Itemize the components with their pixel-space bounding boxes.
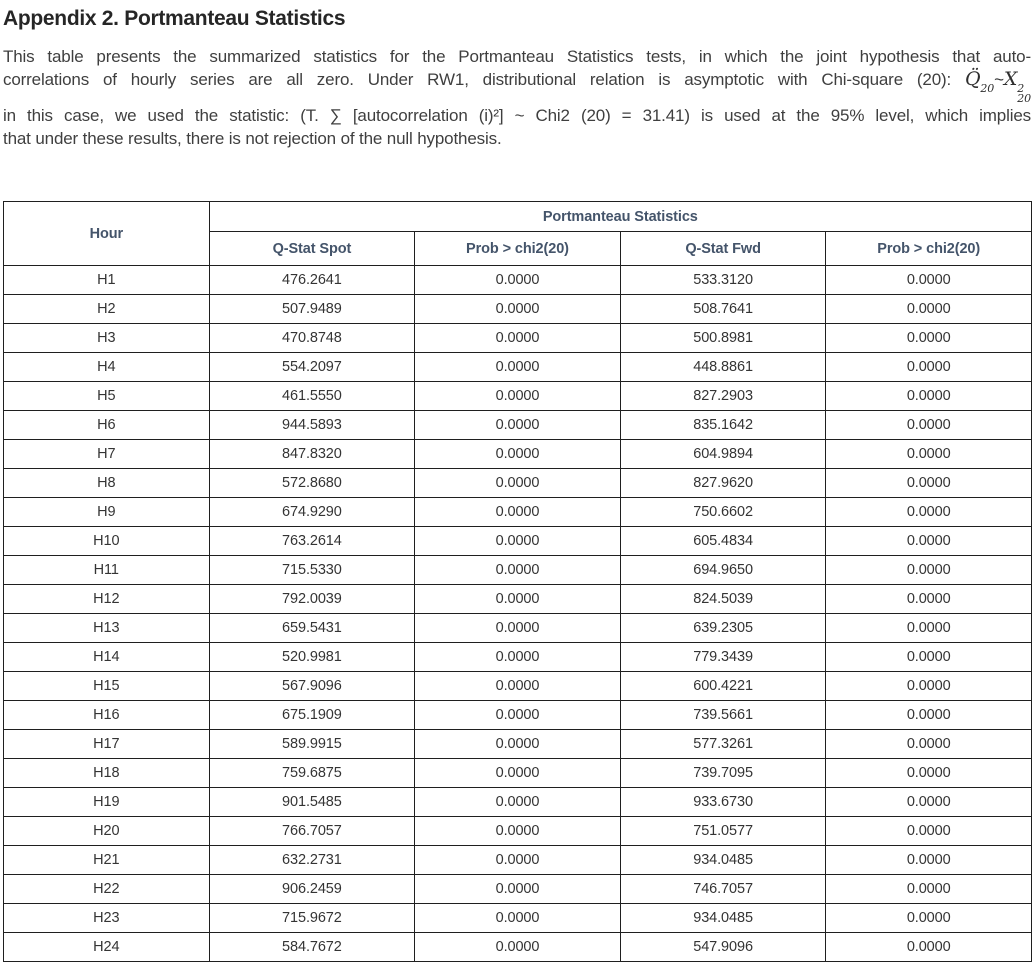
hour-cell: H14 <box>4 643 210 672</box>
value-cell: 715.5330 <box>209 556 415 585</box>
value-cell: 824.5039 <box>620 585 826 614</box>
value-cell: 746.7057 <box>620 875 826 904</box>
hour-cell: H5 <box>4 382 210 411</box>
hour-cell: H4 <box>4 353 210 382</box>
value-cell: 827.2903 <box>620 382 826 411</box>
value-cell: 448.8861 <box>620 353 826 382</box>
hour-cell: H7 <box>4 440 210 469</box>
math-x-subscript: 20 <box>1017 92 1031 105</box>
page-title: Appendix 2. Portmanteau Statistics <box>3 7 346 30</box>
paragraph-line-4 <box>3 127 1031 150</box>
value-cell: 0.0000 <box>415 730 621 759</box>
hour-cell: H3 <box>4 324 210 353</box>
value-cell: 639.2305 <box>620 614 826 643</box>
chi-square-formula <box>964 68 1031 105</box>
value-cell: 0.0000 <box>415 527 621 556</box>
description-paragraph <box>3 45 1031 150</box>
value-cell: 0.0000 <box>826 904 1032 933</box>
value-cell: 694.9650 <box>620 556 826 585</box>
value-cell: 0.0000 <box>826 759 1032 788</box>
value-cell: 739.5661 <box>620 701 826 730</box>
paragraph-line-2 <box>3 68 1031 104</box>
value-cell: 0.0000 <box>415 556 621 585</box>
value-cell: 766.7057 <box>209 817 415 846</box>
value-cell: 0.0000 <box>826 469 1032 498</box>
value-cell: 600.4221 <box>620 672 826 701</box>
table-row <box>4 527 1032 556</box>
value-cell: 0.0000 <box>415 933 621 962</box>
hour-cell: H9 <box>4 498 210 527</box>
value-cell: 0.0000 <box>826 788 1032 817</box>
table-row <box>4 904 1032 933</box>
value-cell: 0.0000 <box>415 817 621 846</box>
value-cell: 901.5485 <box>209 788 415 817</box>
value-cell: 0.0000 <box>826 382 1032 411</box>
hour-cell: H17 <box>4 730 210 759</box>
paragraph-line-1 <box>3 45 1031 68</box>
value-cell: 933.6730 <box>620 788 826 817</box>
value-cell: 934.0485 <box>620 904 826 933</box>
hour-cell: H20 <box>4 817 210 846</box>
hour-cell: H16 <box>4 701 210 730</box>
value-cell: 0.0000 <box>826 614 1032 643</box>
value-cell: 0.0000 <box>415 875 621 904</box>
value-cell: 0.0000 <box>826 817 1032 846</box>
table-row <box>4 933 1032 962</box>
paragraph-text: This table presents the summarized statistics for the Portmanteau Statistics tests, in which the joint hypothesis that auto- <box>3 47 1031 66</box>
value-cell: 547.9096 <box>620 933 826 962</box>
value-cell: 520.9981 <box>209 643 415 672</box>
value-cell: 751.0577 <box>620 817 826 846</box>
value-cell: 604.9894 <box>620 440 826 469</box>
table-row <box>4 324 1032 353</box>
value-cell: 0.0000 <box>826 933 1032 962</box>
hour-cell: H8 <box>4 469 210 498</box>
value-cell: 0.0000 <box>415 643 621 672</box>
value-cell: 0.0000 <box>826 701 1032 730</box>
value-cell: 572.8680 <box>209 469 415 498</box>
value-cell: 589.9915 <box>209 730 415 759</box>
table-body <box>4 266 1032 962</box>
value-cell: 934.0485 <box>620 846 826 875</box>
math-x-scripts <box>1017 84 1031 104</box>
math-x-symbol: X <box>1003 68 1018 90</box>
col-header-prob-chi2-spot: Prob > chi2(20) <box>415 232 621 266</box>
value-cell: 0.0000 <box>826 875 1032 904</box>
hour-cell: H15 <box>4 672 210 701</box>
value-cell: 0.0000 <box>415 440 621 469</box>
value-cell: 0.0000 <box>826 585 1032 614</box>
hour-cell: H2 <box>4 295 210 324</box>
value-cell: 0.0000 <box>826 643 1032 672</box>
value-cell: 0.0000 <box>826 353 1032 382</box>
value-cell: 554.2097 <box>209 353 415 382</box>
table-row <box>4 556 1032 585</box>
value-cell: 632.2731 <box>209 846 415 875</box>
value-cell: 0.0000 <box>415 498 621 527</box>
value-cell: 0.0000 <box>415 324 621 353</box>
value-cell: 0.0000 <box>415 353 621 382</box>
value-cell: 827.9620 <box>620 469 826 498</box>
value-cell: 0.0000 <box>826 324 1032 353</box>
value-cell: 792.0039 <box>209 585 415 614</box>
value-cell: 0.0000 <box>826 295 1032 324</box>
paragraph-line-3 <box>3 104 1031 127</box>
hour-cell: H10 <box>4 527 210 556</box>
table-row <box>4 701 1032 730</box>
value-cell: 835.1642 <box>620 411 826 440</box>
col-header-qstat-spot: Q-Stat Spot <box>209 232 415 266</box>
value-cell: 577.3261 <box>620 730 826 759</box>
hour-cell: H12 <box>4 585 210 614</box>
value-cell: 659.5431 <box>209 614 415 643</box>
value-cell: 0.0000 <box>826 440 1032 469</box>
value-cell: 0.0000 <box>415 266 621 295</box>
table-row <box>4 382 1032 411</box>
value-cell: 0.0000 <box>826 846 1032 875</box>
value-cell: 944.5893 <box>209 411 415 440</box>
value-cell: 674.9290 <box>209 498 415 527</box>
hour-cell: H13 <box>4 614 210 643</box>
value-cell: 0.0000 <box>415 295 621 324</box>
value-cell: 0.0000 <box>415 411 621 440</box>
value-cell: 715.9672 <box>209 904 415 933</box>
value-cell: 0.0000 <box>415 904 621 933</box>
math-tilde: ~ <box>994 70 1004 89</box>
hour-cell: H24 <box>4 933 210 962</box>
hour-cell: H6 <box>4 411 210 440</box>
table-row <box>4 411 1032 440</box>
table-row <box>4 295 1032 324</box>
value-cell: 0.0000 <box>415 788 621 817</box>
value-cell: 0.0000 <box>826 730 1032 759</box>
table-row <box>4 672 1032 701</box>
math-q-subscript: 20 <box>980 82 995 95</box>
hour-cell: H18 <box>4 759 210 788</box>
value-cell: 508.7641 <box>620 295 826 324</box>
value-cell: 0.0000 <box>415 672 621 701</box>
table-row <box>4 440 1032 469</box>
hour-cell: H22 <box>4 875 210 904</box>
table-row <box>4 266 1032 295</box>
value-cell: 0.0000 <box>826 266 1032 295</box>
hour-column-header: Hour <box>4 202 210 266</box>
table-row <box>4 759 1032 788</box>
hour-cell: H1 <box>4 266 210 295</box>
hour-cell: H23 <box>4 904 210 933</box>
value-cell: 847.8320 <box>209 440 415 469</box>
value-cell: 461.5550 <box>209 382 415 411</box>
table-row <box>4 353 1032 382</box>
value-cell: 0.0000 <box>415 701 621 730</box>
value-cell: 0.0000 <box>415 759 621 788</box>
col-header-qstat-fwd: Q-Stat Fwd <box>620 232 826 266</box>
value-cell: 0.0000 <box>415 382 621 411</box>
paragraph-text: in this case, we used the statistic: (T. ∑ [autocorrelation (i)²] ~ Chi2 (20) = 31.41) is used at the 95% level, which implies <box>3 106 1031 125</box>
table-row <box>4 730 1032 759</box>
table-row <box>4 788 1032 817</box>
math-x-superscript: 2 <box>1017 82 1025 95</box>
value-cell: 759.6875 <box>209 759 415 788</box>
paragraph-text: correlations of hourly series are all zero. Under RW1, distributional relation is asymptotic with Chi-square (20): <box>3 70 952 89</box>
table-row <box>4 498 1032 527</box>
value-cell: 584.7672 <box>209 933 415 962</box>
value-cell: 605.4834 <box>620 527 826 556</box>
table-row <box>4 846 1032 875</box>
value-cell: 0.0000 <box>826 556 1032 585</box>
value-cell: 500.8981 <box>620 324 826 353</box>
value-cell: 750.6602 <box>620 498 826 527</box>
table-row <box>4 643 1032 672</box>
value-cell: 533.3120 <box>620 266 826 295</box>
value-cell: 470.8748 <box>209 324 415 353</box>
value-cell: 476.2641 <box>209 266 415 295</box>
value-cell: 0.0000 <box>826 411 1032 440</box>
value-cell: 0.0000 <box>415 585 621 614</box>
table-row <box>4 817 1032 846</box>
group-header: Portmanteau Statistics <box>209 202 1031 232</box>
value-cell: 675.1909 <box>209 701 415 730</box>
value-cell: 0.0000 <box>826 672 1032 701</box>
value-cell: 0.0000 <box>415 469 621 498</box>
table-header <box>4 202 1032 266</box>
col-header-prob-chi2-fwd: Prob > chi2(20) <box>826 232 1032 266</box>
value-cell: 739.7095 <box>620 759 826 788</box>
portmanteau-table <box>3 201 1032 962</box>
table-row <box>4 875 1032 904</box>
value-cell: 0.0000 <box>415 614 621 643</box>
paragraph-text: that under these results, there is not rejection of the null hypothesis. <box>3 129 502 148</box>
hour-cell: H19 <box>4 788 210 817</box>
value-cell: 906.2459 <box>209 875 415 904</box>
math-q-symbol: Q̈ <box>964 68 981 90</box>
value-cell: 0.0000 <box>826 527 1032 556</box>
value-cell: 507.9489 <box>209 295 415 324</box>
value-cell: 763.2614 <box>209 527 415 556</box>
table-row <box>4 614 1032 643</box>
value-cell: 779.3439 <box>620 643 826 672</box>
value-cell: 0.0000 <box>415 846 621 875</box>
hour-cell: H21 <box>4 846 210 875</box>
table-row <box>4 585 1032 614</box>
value-cell: 567.9096 <box>209 672 415 701</box>
table-row <box>4 469 1032 498</box>
hour-cell: H11 <box>4 556 210 585</box>
value-cell: 0.0000 <box>826 498 1032 527</box>
table-header-group-row <box>4 202 1032 232</box>
